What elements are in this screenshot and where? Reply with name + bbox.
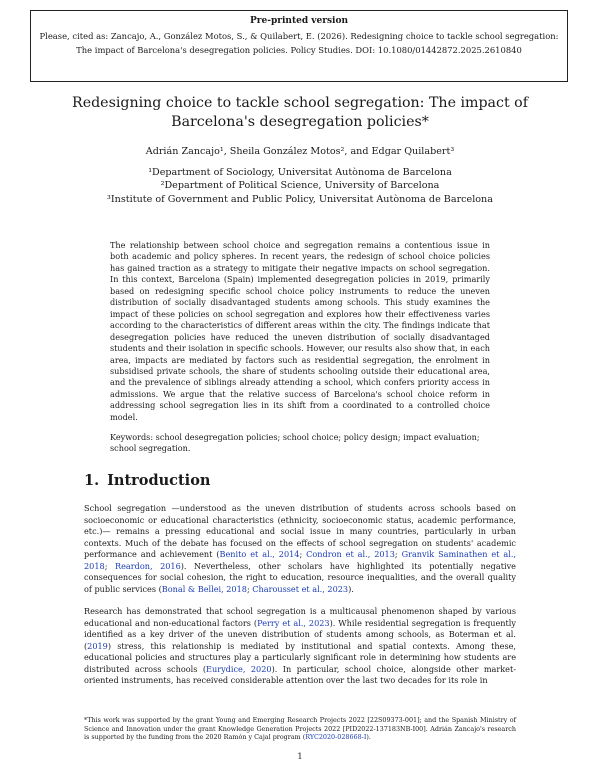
keywords: Keywords: school desegregation policies; school choice; policy design; impact evaluation; school segregation. (110, 432, 480, 454)
citation-notice-box (30, 10, 568, 82)
text-run: ). While residential segregation is frequently identified as a key driver of the uneven distribution of students among schools, as Boterman et al. ( (84, 617, 516, 651)
paper-title (60, 94, 540, 132)
text-run: Research has demonstrated that school segregation is a multicausal phenomenon shaped by various educational and non-educational factors ( (84, 606, 516, 628)
text-run: ; (299, 549, 307, 559)
text-run: ). (366, 733, 371, 742)
affiliation-1: ¹Department of Sociology, Universitat Autònoma de Barcelona (148, 167, 452, 178)
citation-link[interactable]: Charousset et al., 2023 (252, 583, 349, 594)
citation-link[interactable]: Reardon, 2016 (114, 560, 181, 571)
intro-paragraph-2 (84, 606, 516, 687)
page-number: 1 (297, 752, 303, 762)
citation-link[interactable]: RYC2020-028668-I (305, 733, 367, 742)
funding-footnote (84, 716, 516, 742)
section-heading-introduction (84, 472, 218, 490)
title-line-1: Redesigning choice to tackle school segregation: The impact of (72, 95, 528, 111)
citation-link[interactable]: 2019 (87, 640, 108, 651)
citation-link[interactable]: Perry et al., 2023 (257, 617, 330, 628)
author-list: Adrián Zancajo¹, Sheila González Motos², and Edgar Quilabert³ (145, 146, 455, 157)
text-run: ; (394, 549, 402, 559)
affiliations (60, 166, 540, 206)
text-run: ). (348, 583, 354, 594)
text-run: ; (246, 583, 253, 594)
abstract: The relationship between school choice and segregation remains a contentious issue in both academic and policy spheres. In recent years, the redesign of school choice policies has gained traction as a strategy to mitigate their negative impacts on school segregation. In this context, Barcelona (Spain) implemented desegregation policies in 2019, primarily based on redesigning specific school choice policy instruments to reduce the uneven distribution of socially disadvantaged students among schools. This study examines the impact of these policies on school segregation and explores how their effectiveness varies according to the characteristics of different areas within the city. The findings indicate that desegregation policies have reduced the uneven distribution of socially disadvantaged students and their isolation in specific schools. However, our results also show that, in each area, impacts are mediated by factors such as residential segregation, the enrolment in subsidised private schools, the share of students schooling outside their educational area, and the prevalence of siblings already attending a school, which confers priority access in admissions. We argue that the relative success of Barcelona's school choice reform in addressing school segregation lies in its shift from a coordinated to a controlled choice model. (110, 240, 490, 422)
affiliation-2: ²Department of Political Science, University of Barcelona (160, 180, 440, 192)
section-title: Introduction (107, 472, 211, 489)
intro-paragraph-1 (84, 503, 516, 595)
notice-title: Pre-printed version (249, 16, 348, 26)
text-run: ; (104, 560, 115, 571)
text-run: ). In particular, school choice, alongside other market-oriented instruments, has received considerable attention over the last two decades for its role in (84, 663, 517, 685)
citation-link[interactable]: Granvik Saminathen et al., 2018 (84, 549, 516, 571)
title-line-2: Barcelona's desegregation policies* (171, 114, 429, 130)
affiliation-3: ³Institute of Government and Public Policy, Universitat Autònoma de Barcelona (107, 193, 493, 205)
text-run: School segregation —understood as the uneven distribution of students across schools based on socioeconomic or educational characteristics (ethnicity, socioeconomic status, academic performance, etc.)— remains a pressing educational and social issue in many countries, particularly in urban contexts. Much of the debate has focused on the effects of school segregation on students' academic performance and achievement ( (84, 503, 516, 559)
citation-link[interactable]: Condron et al., 2013 (306, 549, 395, 559)
citation-link[interactable]: Eurydice, 2020 (206, 663, 272, 674)
text-run: ). Nevertheless, other scholars have highlighted its potentially negative consequences for social cohesion, the right to education, resource inequalities, and the overall quality of public services ( (84, 560, 516, 594)
citation-link[interactable]: Bonal & Bellei, 2018 (161, 583, 247, 594)
notice-citation-text: Please, cited as: Zancajo, A., González Motos, S., & Quilabert, E. (2026). Redesigning choice to tackle school segregation: The impact of Barcelona's desegregation policies. Policy Studies. DOI: 10.1080/01442872.2025.2610840 (39, 31, 559, 55)
text-run: ) stress, this relationship is mediated by institutional and spatial contexts. Among these, educational policies and structures play a particularly significant role in determining how students are distributed across schools ( (84, 640, 516, 674)
citation-link[interactable]: Benito et al., 2014 (219, 549, 300, 559)
text-run: *This work was supported by the grant Young and Emerging Research Projects 2022 [22S09373-001]; and the Spanish Ministry of Science and Innovation under the grant Knowledge Generation Projects 2022 [PID2022-137183NB-I00]. Adrián Zancajo's research is supported by the funding from the 2020 Ramón y Cajal program ( (84, 716, 516, 742)
section-number: 1. (84, 472, 100, 489)
